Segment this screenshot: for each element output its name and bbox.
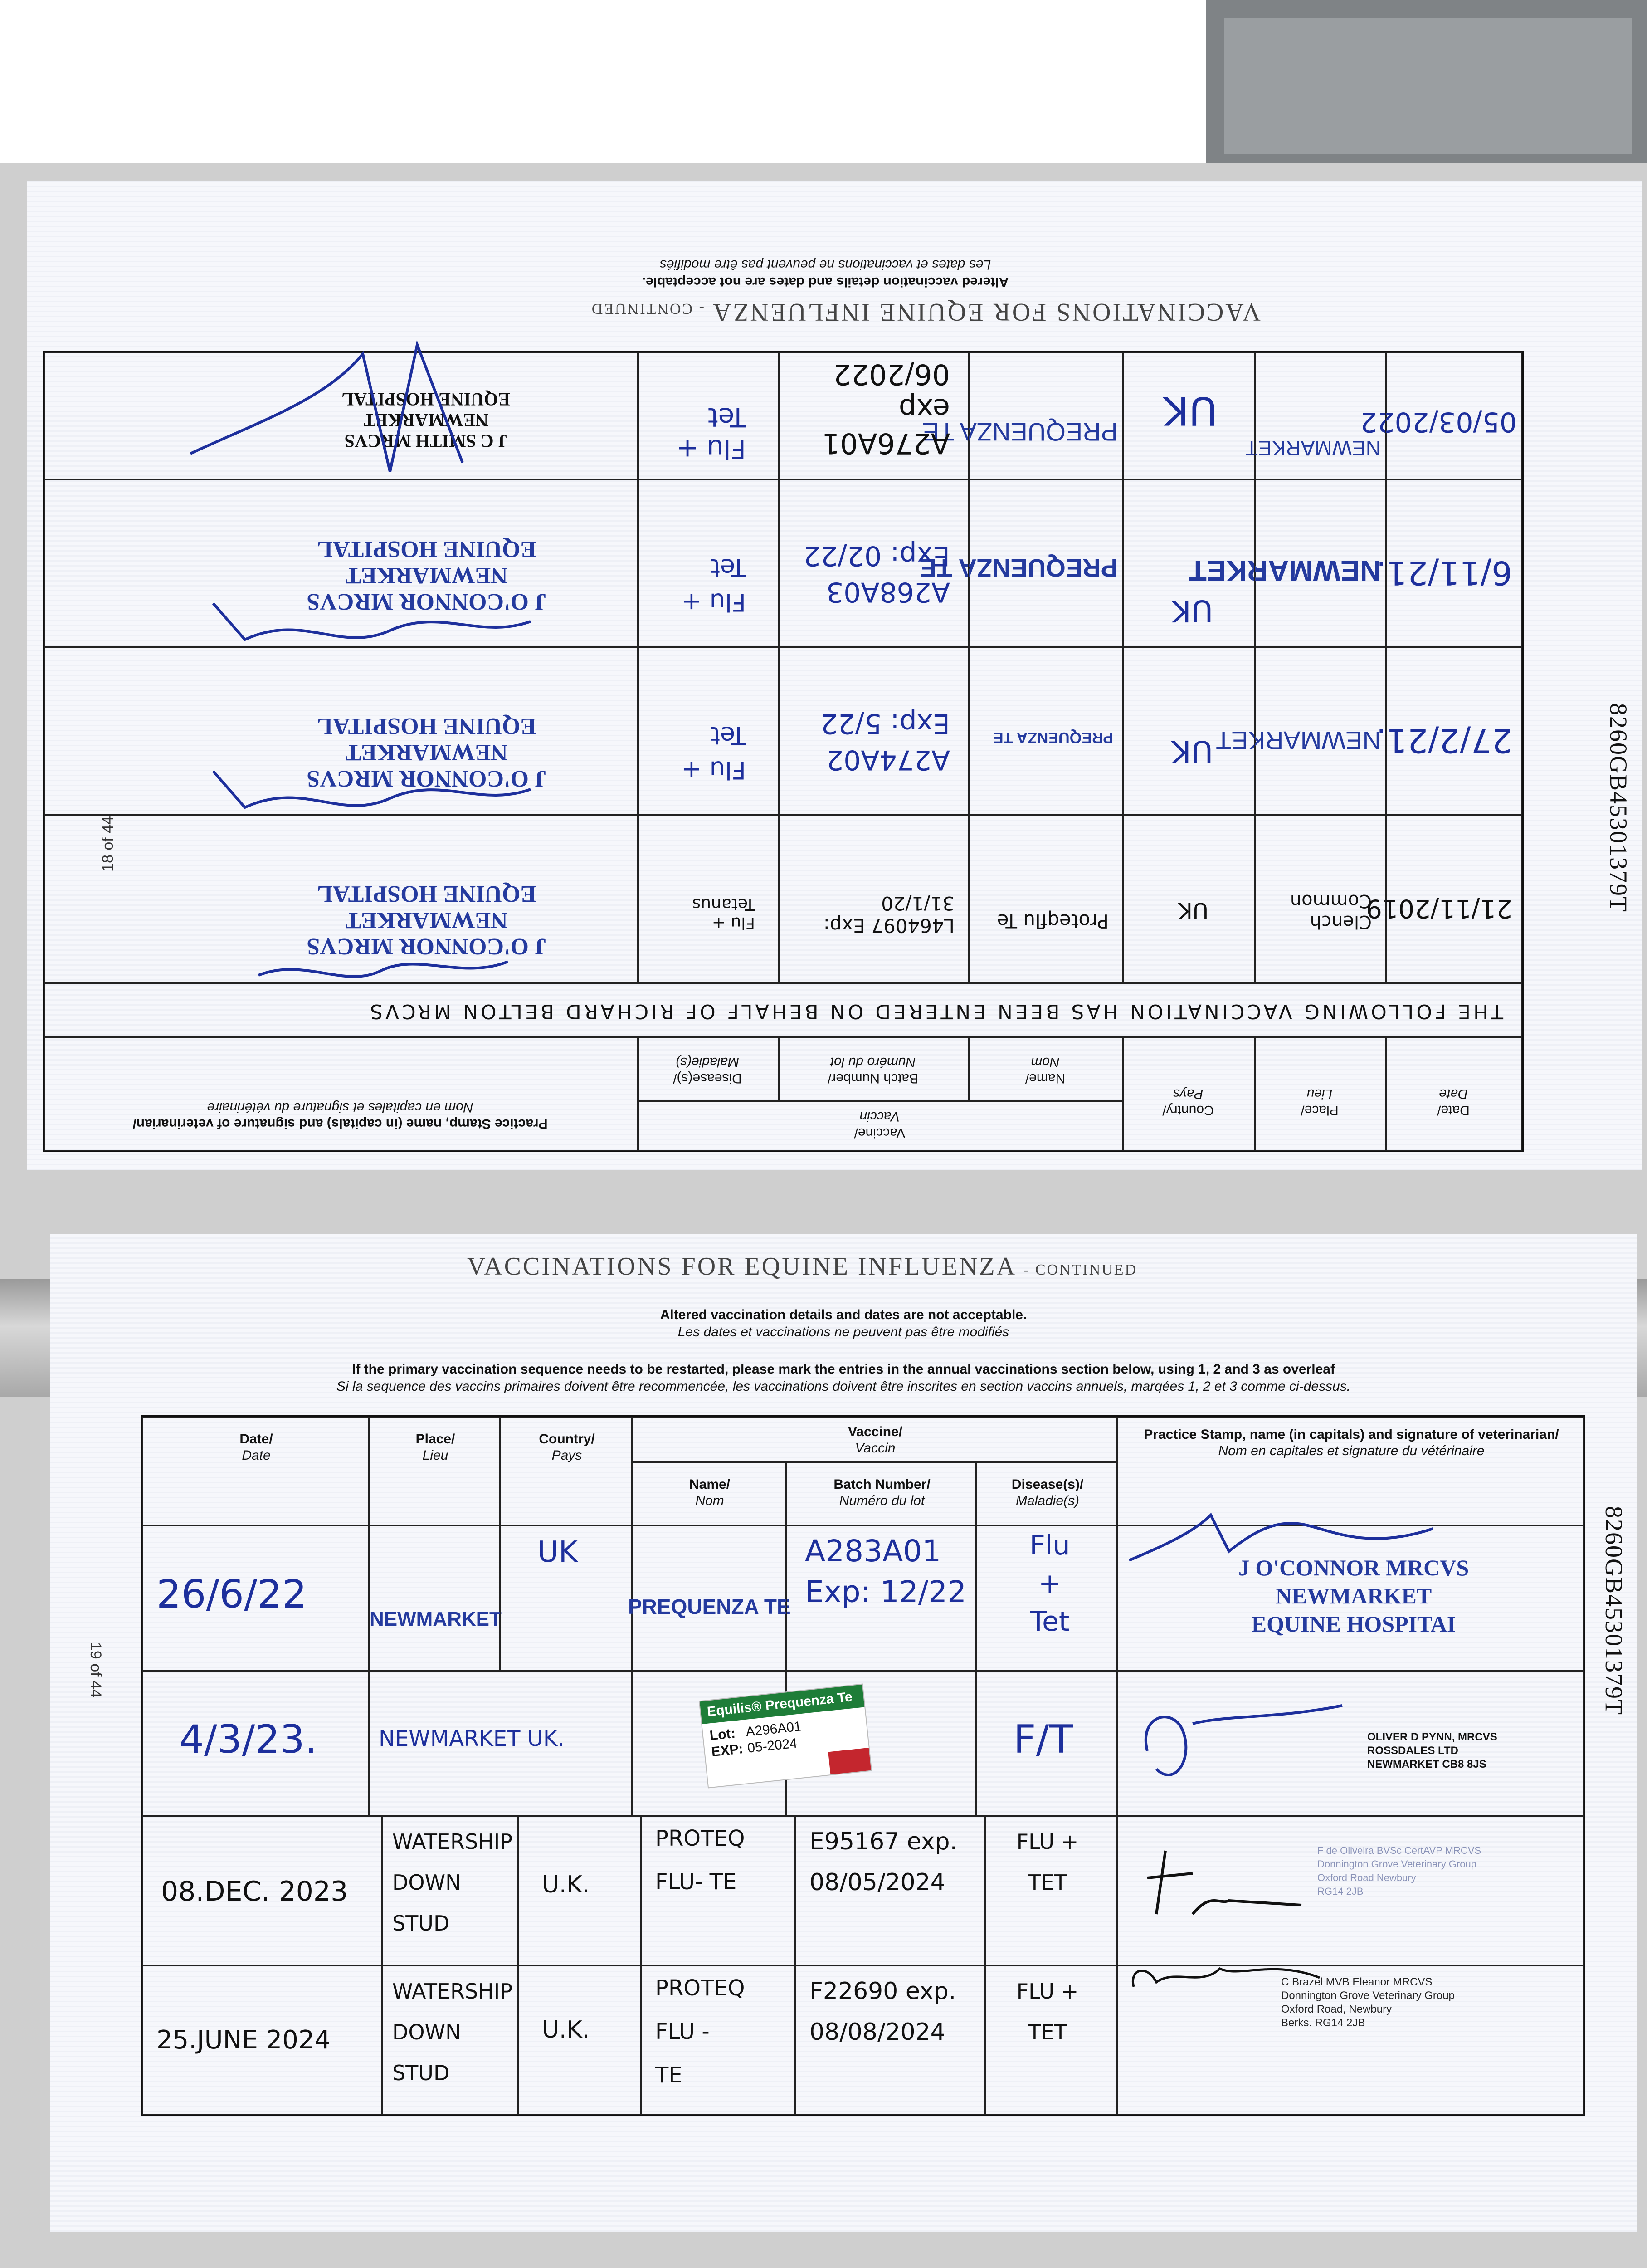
vet-stamp-1-town: NEWMARKET (1275, 1583, 1432, 1608)
sticker-lot: A296A01 (745, 1719, 803, 1740)
section-title-suffix: - CONTINUED (1023, 1261, 1138, 1278)
vet-stamp-2-practice: NEWMARKET CB8 8JS (1367, 1758, 1486, 1770)
row-4-date: 25.JUNE 2024 (156, 2025, 331, 2055)
header-batch-text: Batch Number/ (833, 1477, 931, 1492)
header-stamp-fr: Nom en capitales et signature du vétérinaire (1218, 1443, 1485, 1458)
vaccine-label-sticker (699, 1684, 872, 1789)
notice-fr: Les dates et vaccinations ne peuvent pas être modifiés (677, 1325, 1009, 1339)
header-vaccine-text: Vaccine/ (848, 1424, 903, 1439)
header-place-fr: Lieu (1306, 1086, 1333, 1101)
row-1-name: PREQUENZA TE (628, 1595, 791, 1618)
row-2-date: 27/2/21. (1376, 722, 1512, 760)
vet-stamp-4-practice: Donnington Grove Veterinary Group (1281, 1989, 1455, 2002)
row-3-disease: FLU + TET (1016, 1829, 1079, 1895)
vet-stamp-2-practice: EQUINE HOSPITAL (317, 713, 536, 739)
header-disease-text: Disease(s)/ (1011, 1477, 1084, 1492)
sticker-red-band (828, 1748, 871, 1774)
section-title-suffix: - CONTINUED (590, 300, 704, 317)
signature-row-3 (1147, 1851, 1301, 1914)
row-2-disease: F/T (1014, 1717, 1073, 1762)
header-batch-fr: Numéro du lot (839, 1493, 925, 1508)
row-3-name: PREQUENZA TE (920, 554, 1118, 582)
notice-en: Altered vaccination details and dates are not acceptable. (642, 274, 1009, 289)
header-place-text: Place/ (1301, 1103, 1339, 1118)
sticker-brand: Equilis® Prequenza Te (700, 1685, 864, 1724)
vet-stamp-4-name: J C SMITH MRCVS (344, 431, 507, 451)
vet-stamp-1-name: J O'CONNOR MRCVS (307, 934, 546, 959)
sticker-lot-label: Lot: (709, 1725, 736, 1744)
scan-background-shade (1224, 18, 1632, 154)
header-name-text: Name/ (1025, 1071, 1066, 1086)
row-2-place: NEWMARKET (1216, 726, 1381, 755)
header-disease-text: Disease(s)/ (673, 1071, 742, 1086)
vet-stamp-4-address: Oxford Road, Newbury (1281, 2003, 1392, 2015)
row-4-name: PROTEQ FLU - TE (655, 1975, 745, 2088)
vet-stamp-2-name: OLIVER D PYNN, MRCVS (1367, 1731, 1497, 1743)
vet-stamp-3-postcode: RG14 2JB (1317, 1886, 1364, 1897)
sticker-exp: 05-2024 (746, 1735, 798, 1756)
signature-3 (213, 603, 531, 640)
header-disease-fr: Maladie(s) (1015, 1493, 1080, 1508)
row-1-country: UK (537, 1535, 578, 1569)
row-3-country: UK (1171, 593, 1213, 628)
header-vaccine-fr: Vaccin (855, 1441, 896, 1456)
header-batch-text: Batch Number/ (827, 1071, 919, 1086)
page-18-rotated-content (27, 181, 1642, 1170)
sticker-product: Prequenza Te (764, 1689, 853, 1714)
serial-number-top: 8260GB45301379T (1605, 703, 1632, 913)
row-4-date: 05/03/2022 (1360, 406, 1517, 438)
notice-en: Altered vaccination details and dates are not acceptable. (660, 1307, 1027, 1322)
row-4-place: WATERSHIP DOWN STUD (392, 1979, 513, 2085)
header-country-text: Country/ (539, 1432, 595, 1447)
row-1-name: Proteqflu Te (997, 910, 1109, 932)
row-1-date: 21/11/2019 (1366, 894, 1512, 923)
vet-stamp-3-address: Oxford Road Newbury (1317, 1872, 1416, 1883)
signatures-top (27, 181, 1642, 1170)
row-3-place: WATERSHIP DOWN STUD (392, 1829, 513, 1936)
signature-1 (258, 962, 508, 977)
signature-2 (213, 771, 531, 807)
row-3-date: 6/11/21. (1376, 554, 1512, 592)
row-4-place: NEWMARKET (1245, 436, 1381, 460)
restart-fr: Si la sequence des vaccins primaires doivent être recommencée, les vaccinations doivent être inscrites en section vaccins annuels, marqées 1, 2 et 3 comme ci-dessus. (336, 1379, 1351, 1394)
vet-stamp-1-name: J O'CONNOR MRCVS (1238, 1555, 1469, 1580)
page-number: 19 of 44 (87, 1642, 104, 1698)
header-date-text: Date/ (1437, 1103, 1470, 1118)
row-2-country: UK (1171, 734, 1213, 769)
row-4-country: U.K. (542, 2016, 590, 2043)
sticker-brand-name: Equilis (706, 1700, 753, 1720)
header-stamp-text: Practice Stamp, name (in capitals) and signature of veterinarian/ (1144, 1427, 1559, 1442)
row-1-batch: A283A01 Exp: 12/22 (805, 1534, 967, 1609)
vet-stamp-3-practice: EQUINE HOSPITAL (317, 536, 536, 562)
signature-4 (190, 345, 463, 472)
section-title-text: VACCINATIONS FOR EQUINE INFLUENZA (712, 298, 1261, 326)
vet-stamp-3-town: NEWMARKET (345, 562, 508, 588)
header-disease-fr: Maladie(s) (675, 1055, 740, 1070)
row-1-batch: L464097 Exp: 31/1/20 (823, 892, 955, 937)
header-stamp-text: Practice Stamp, name (in capitals) and signature of veterinarian/ (132, 1116, 548, 1131)
header-name-fr: Nom (1031, 1055, 1060, 1070)
row-4-name: PREQUENZA TE (922, 418, 1118, 446)
row-1-disease: Flu + Tet (1029, 1530, 1070, 1637)
row-3-batch: E95167 exp. 08/05/2024 (809, 1828, 958, 1896)
vet-stamp-4-postcode: Berks. RG14 2JB (1281, 2017, 1365, 2029)
vet-stamp-4-name: C Brazel MVB Eleanor MRCVS (1281, 1976, 1433, 1988)
vet-stamp-1-practice: EQUINE HOSPITAI (1251, 1611, 1456, 1637)
row-1-date: 26/6/22 (156, 1572, 307, 1617)
header-stamp-fr: Nom en capitales et signature du vétérinaire (207, 1100, 473, 1115)
header-vaccine-fr: Vaccin (859, 1109, 900, 1124)
note-row-text: THE FOLLOWING VACCINATION HAS BEEN ENTERED ON BEHALF OF RICHARD BELTON MRCVS (367, 1000, 1503, 1023)
vet-stamp-1-town: NEWMARKET (345, 907, 508, 933)
header-country-fr: Pays (1173, 1086, 1204, 1101)
vet-stamp-1-practice: EQUINE HOSPITAL (317, 881, 536, 907)
header-place-fr: Lieu (422, 1448, 448, 1463)
row-3-country: U.K. (542, 1871, 590, 1898)
row-3-batch: A268A03 Exp: 02/22 (803, 540, 950, 608)
page-19 (50, 1234, 1637, 2232)
section-title-text: VACCINATIONS FOR EQUINE INFLUENZA (467, 1252, 1015, 1281)
row-3-place: NEWMARKET (1189, 554, 1381, 587)
restart-en: If the primary vaccination sequence needs to be restarted, please mark the entries in the annual vaccinations section below, using 1, 2 and 3 as overleaf (352, 1362, 1335, 1377)
vet-stamp-4-town: NEWMARKET (363, 410, 489, 430)
vet-stamp-2-town: ROSSDALES LTD (1367, 1745, 1458, 1757)
page-number: 18 of 44 (99, 816, 117, 872)
notice-fr: Les dates et vaccinations ne peuvent pas être modifiés (659, 257, 991, 272)
header-date-fr: Date (242, 1448, 271, 1463)
signature-row-2 (1146, 1706, 1342, 1775)
header-batch-fr: Numéro du lot (830, 1055, 916, 1070)
header-country-text: Country/ (1162, 1103, 1214, 1118)
row-3-disease: Flu + Tet (681, 553, 746, 616)
page-18 (27, 181, 1642, 1170)
row-1-country: UK (1178, 898, 1208, 923)
sticker-exp-label: EXP: (711, 1741, 744, 1760)
vet-stamp-4-practice: EQUINE HOSPITAL (341, 389, 510, 410)
row-4-disease: Flu + Tet (676, 402, 746, 464)
row-2-name: PREQUENZA TE (993, 729, 1113, 746)
signature-row-4 (1133, 1969, 1320, 1987)
row-1-place: Clench Common (1290, 890, 1372, 932)
vet-stamp-3-practice: Donnington Grove Veterinary Group (1317, 1858, 1476, 1870)
vet-stamp-2-name: J O'CONNOR MRCVS (307, 766, 546, 792)
row-4-disease: FLU + TET (1016, 1979, 1079, 2044)
row-3-date: 08.DEC. 2023 (161, 1876, 348, 1907)
header-country-fr: Pays (551, 1448, 582, 1463)
row-2-disease: Flu + Tet (681, 721, 746, 784)
vet-stamp-3-name: J O'CONNOR MRCVS (307, 589, 546, 615)
row-2-batch: A274A02 Exp: 5/22 (820, 708, 950, 776)
header-vaccine-text: Vaccine/ (854, 1125, 906, 1140)
vet-stamp-3-name: F de Oliveira BVSc CertAVP MRCVS (1317, 1845, 1481, 1856)
header-place-text: Place/ (415, 1432, 455, 1447)
row-4-batch: F22690 exp. 08/08/2024 (809, 1978, 956, 2046)
row-2-date: 4/3/23. (179, 1717, 317, 1762)
row-3-name: PROTEQ FLU- TE (655, 1826, 745, 1895)
row-2-place: NEWMARKET UK. (379, 1726, 565, 1751)
row-1-place: NEWMARKET (370, 1608, 502, 1630)
vet-stamp-2-town: NEWMARKET (345, 739, 508, 765)
header-name-text: Name/ (689, 1477, 731, 1492)
header-date-text: Date/ (239, 1432, 273, 1447)
row-4-country: UK (1163, 388, 1218, 433)
signature-row-1 (1129, 1515, 1433, 1560)
serial-number-bottom: 8260GB45301379T (1600, 1506, 1628, 1716)
header-date-fr: Date (1439, 1086, 1468, 1101)
row-4-batch: A276A01 exp 06/2022 (822, 358, 950, 460)
header-name-fr: Nom (695, 1493, 724, 1508)
row-1-disease: Flu + Tetanus (692, 895, 755, 932)
